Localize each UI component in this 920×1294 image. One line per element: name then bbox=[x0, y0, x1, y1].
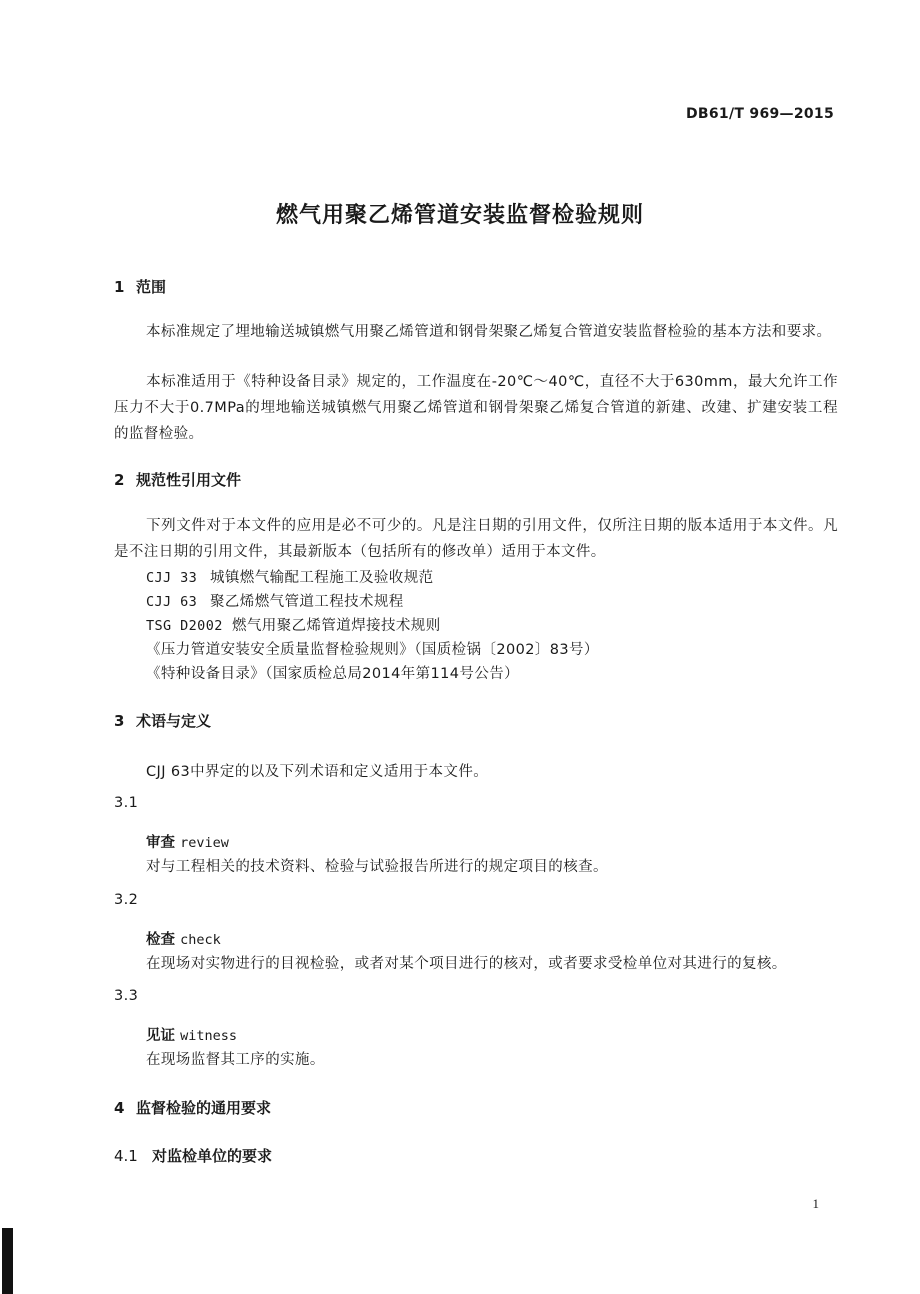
section-1-paragraph-2: 本标准适用于《特种设备目录》规定的，工作温度在-20℃～40℃，直径不大于630mm，最大允许工作压力不大于0.7MPa的埋地输送城镇燃气用聚乙烯管道和钢骨架聚乙烯复合管道的新建、改建、扩建安装工程的监督检验。 bbox=[114, 374, 838, 442]
section-4-heading bbox=[114, 1097, 271, 1118]
section-1-title: 范围 bbox=[136, 278, 167, 296]
term-heading: 审查 review bbox=[146, 835, 229, 851]
term-heading: 见证 witness bbox=[146, 1028, 237, 1044]
reference-item: CJJ 33 城镇燃气输配工程施工及验收规范 bbox=[146, 570, 434, 586]
reference-item: TSG D2002 燃气用聚乙烯管道焊接技术规则 bbox=[146, 618, 441, 634]
scan-edge-mark bbox=[2, 1228, 13, 1294]
reference-item: 《压力管道安装安全质量监督检验规则》（国质检锅〔2002〕83号） bbox=[146, 642, 599, 658]
section-3-paragraph-1: CJJ 63中界定的以及下列术语和定义适用于本文件。 bbox=[146, 764, 489, 780]
term-definition: 在现场对实物进行的目视检验，或者对某个项目进行的核对，或者要求受检单位对其进行的复核。 bbox=[146, 956, 787, 972]
subsection-4-1-title: 对监检单位的要求 bbox=[152, 1147, 273, 1165]
page-number: 1 bbox=[812, 1196, 819, 1211]
standard-code: DB61/T 969—2015 bbox=[686, 106, 834, 122]
section-3-title: 术语与定义 bbox=[136, 712, 212, 730]
section-1-heading bbox=[114, 276, 166, 297]
reference-item: CJJ 63 聚乙烯燃气管道工程技术规程 bbox=[146, 594, 404, 610]
reference-item: 《特种设备目录》（国家质检总局2014年第114号公告） bbox=[146, 666, 520, 682]
section-1-paragraph-1: 本标准规定了埋地输送城镇燃气用聚乙烯管道和钢骨架聚乙烯复合管道安装监督检验的基本方法和要求。 bbox=[146, 324, 832, 340]
subsection-4-1-number: 4.1 bbox=[114, 1147, 138, 1165]
term-number: 3.3 bbox=[114, 988, 139, 1004]
term-number: 3.1 bbox=[114, 795, 139, 811]
section-2-heading bbox=[114, 469, 241, 490]
section-1-number: 1 bbox=[114, 278, 125, 296]
section-4-title: 监督检验的通用要求 bbox=[136, 1099, 272, 1117]
section-4-number: 4 bbox=[114, 1099, 125, 1117]
section-3-heading bbox=[114, 710, 211, 731]
subsection-4-1-heading bbox=[114, 1145, 272, 1166]
section-2-title: 规范性引用文件 bbox=[136, 471, 242, 489]
section-2-paragraph-1: 下列文件对于本文件的应用是必不可少的。凡是注日期的引用文件，仅所注日期的版本适用于本文件。凡是不注日期的引用文件，其最新版本（包括所有的修改单）适用于本文件。 bbox=[114, 518, 838, 560]
term-number: 3.2 bbox=[114, 892, 139, 908]
section-3-number: 3 bbox=[114, 712, 125, 730]
term-definition: 在现场监督其工序的实施。 bbox=[146, 1052, 325, 1068]
term-definition: 对与工程相关的技术资料、检验与试验报告所进行的规定项目的核查。 bbox=[146, 859, 608, 875]
section-2-number: 2 bbox=[114, 471, 125, 489]
term-heading: 检查 check bbox=[146, 932, 221, 948]
document-title: 燃气用聚乙烯管道安装监督检验规则 bbox=[275, 203, 644, 228]
